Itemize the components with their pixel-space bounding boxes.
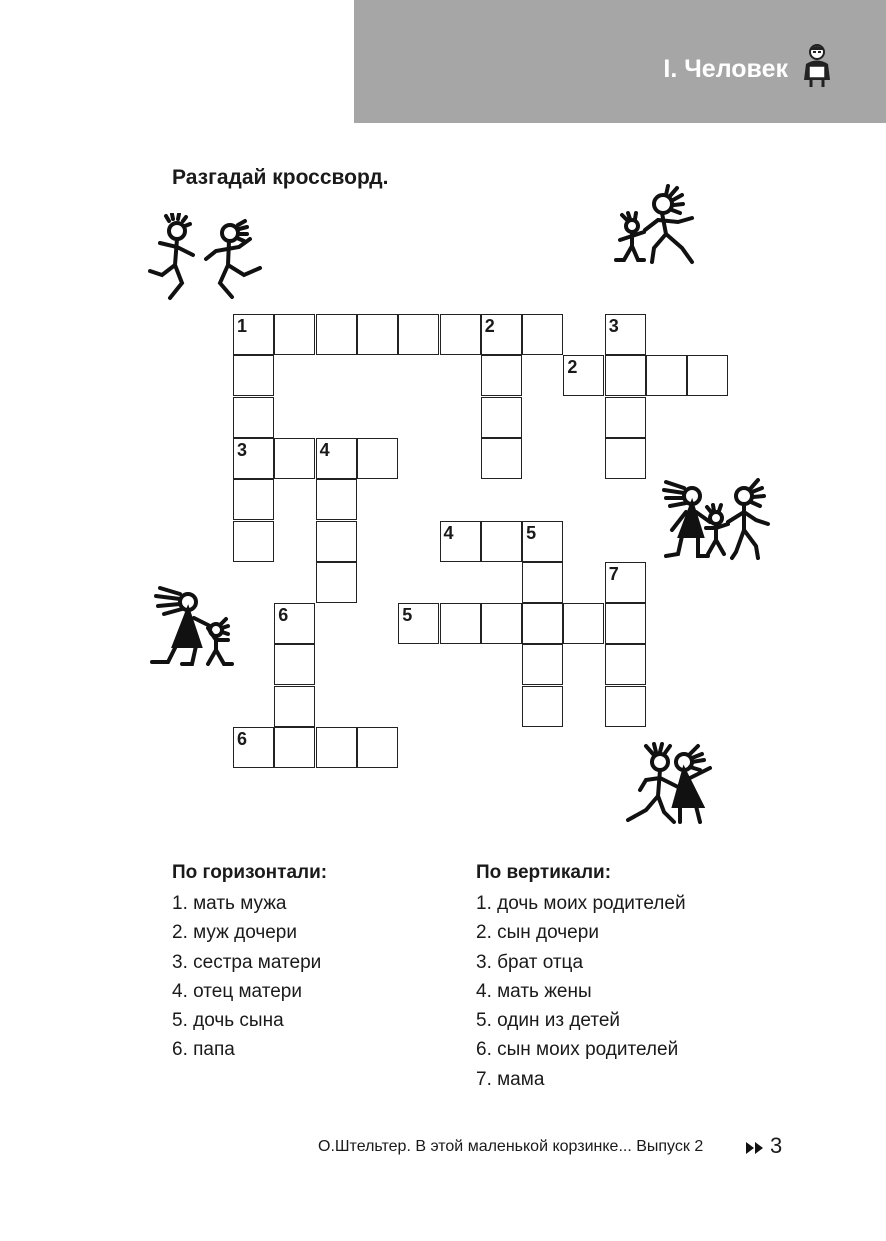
crossword-cell[interactable] [357, 727, 398, 768]
crossword-cell[interactable] [316, 521, 357, 562]
down-clue-5: 5. один из детей [476, 1010, 621, 1032]
crossword-cell[interactable] [563, 355, 604, 396]
crossword-cell[interactable] [605, 314, 646, 355]
crossword-clue-number: 1 [237, 316, 248, 336]
crossword-cell[interactable] [481, 521, 522, 562]
crossword-cell[interactable] [481, 314, 522, 355]
crossword-clue-number: 3 [237, 439, 248, 460]
crossword-clue-number: 3 [608, 316, 619, 336]
down-clue-2: 2. сын дочери [476, 922, 599, 944]
crossword-cell[interactable] [274, 686, 315, 727]
crossword-clue-number: 7 [608, 563, 619, 584]
across-clue-6: 6. папа [172, 1039, 235, 1061]
crossword-cell[interactable] [605, 603, 646, 644]
crossword-clue-number: 4 [319, 439, 330, 460]
crossword-cell[interactable] [522, 521, 563, 562]
mother-child-figure [146, 584, 238, 670]
crossword-cell[interactable] [398, 314, 439, 355]
crossword-cell[interactable] [440, 603, 481, 644]
crossword-cell[interactable] [233, 355, 274, 396]
crossword-cell[interactable] [274, 438, 315, 479]
crossword-clue-number: 5 [526, 522, 537, 543]
family-figure [652, 476, 782, 562]
crossword-cell[interactable] [563, 603, 604, 644]
crossword-cell[interactable] [605, 355, 646, 396]
double-arrow-icon [745, 1141, 765, 1155]
crossword-cell[interactable] [605, 644, 646, 685]
crossword-cell[interactable] [274, 314, 315, 355]
crossword-cell[interactable] [357, 438, 398, 479]
crossword-cell[interactable] [687, 355, 728, 396]
task-title: Разгадай кроссворд. [172, 166, 389, 189]
crossword-cell[interactable] [605, 438, 646, 479]
crossword-cell[interactable] [274, 644, 315, 685]
across-clues-list [172, 889, 321, 1065]
down-clue-7: 7. мама [476, 1068, 545, 1090]
across-clues-title: По горизонтали: [172, 862, 328, 883]
down-clues-title: По вертикали: [476, 862, 612, 883]
parent-child-figure [608, 182, 702, 268]
crossword-cell[interactable] [316, 438, 357, 479]
crossword-cell[interactable] [233, 479, 274, 520]
crossword-cell[interactable] [522, 686, 563, 727]
crossword-cell[interactable] [316, 727, 357, 768]
crossword-cell[interactable] [605, 397, 646, 438]
crossword-cell[interactable] [522, 562, 563, 603]
across-clue-3: 3. сестра матери [172, 951, 322, 973]
crossword-clue-number: 2 [567, 357, 578, 378]
down-clue-1: 1. дочь моих родителей [476, 893, 686, 914]
across-clue-4: 4. отец матери [172, 980, 302, 1002]
crossword-cell[interactable] [233, 397, 274, 438]
crossword-cell[interactable] [398, 603, 439, 644]
crossword-cell[interactable] [646, 355, 687, 396]
down-clue-6: 6. сын моих родителей [476, 1039, 679, 1061]
crossword-cell[interactable] [481, 603, 522, 644]
dancing-couple-figure [140, 213, 270, 305]
crossword-cell[interactable] [274, 727, 315, 768]
footer-citation: О.Штельтер. В этой маленькой корзинке... Выпуск 2 [318, 1138, 704, 1155]
crossword-cell[interactable] [605, 562, 646, 603]
crossword-cell[interactable] [274, 603, 315, 644]
crossword-cell[interactable] [522, 644, 563, 685]
crossword-cell[interactable] [233, 438, 274, 479]
crossword-cell[interactable] [233, 521, 274, 562]
crossword-clue-number: 6 [278, 605, 289, 626]
page-number: 3 [770, 1133, 783, 1158]
crossword-cell[interactable] [357, 314, 398, 355]
crossword-cell[interactable] [481, 355, 522, 396]
crossword-cell[interactable] [316, 314, 357, 355]
crossword-cell[interactable] [440, 521, 481, 562]
crossword-cell[interactable] [605, 686, 646, 727]
crossword-cell[interactable] [316, 562, 357, 603]
across-clue-2: 2. муж дочери [172, 922, 297, 944]
crossword-cell[interactable] [316, 479, 357, 520]
crossword-cell[interactable] [440, 314, 481, 355]
crossword-cell[interactable] [522, 603, 563, 644]
across-clue-1: 1. мать мужа [172, 893, 287, 914]
chapter-title: I. Человек [663, 55, 788, 83]
crossword-cell[interactable] [481, 397, 522, 438]
crossword-cell[interactable] [233, 727, 274, 768]
down-clue-4: 4. мать жены [476, 980, 592, 1002]
couple-figure [622, 740, 726, 828]
crossword-clue-number: 5 [402, 605, 413, 626]
crossword-clue-number: 6 [237, 729, 248, 749]
crossword-clue-number: 4 [443, 522, 454, 543]
down-clues-list [476, 889, 686, 1094]
crossword-cell[interactable] [522, 314, 563, 355]
crossword-cell[interactable] [233, 314, 274, 355]
crossword-clue-number: 2 [484, 316, 495, 336]
crossword-cell[interactable] [481, 438, 522, 479]
across-clue-5: 5. дочь сына [172, 1010, 284, 1032]
down-clue-3: 3. брат отца [476, 951, 584, 973]
